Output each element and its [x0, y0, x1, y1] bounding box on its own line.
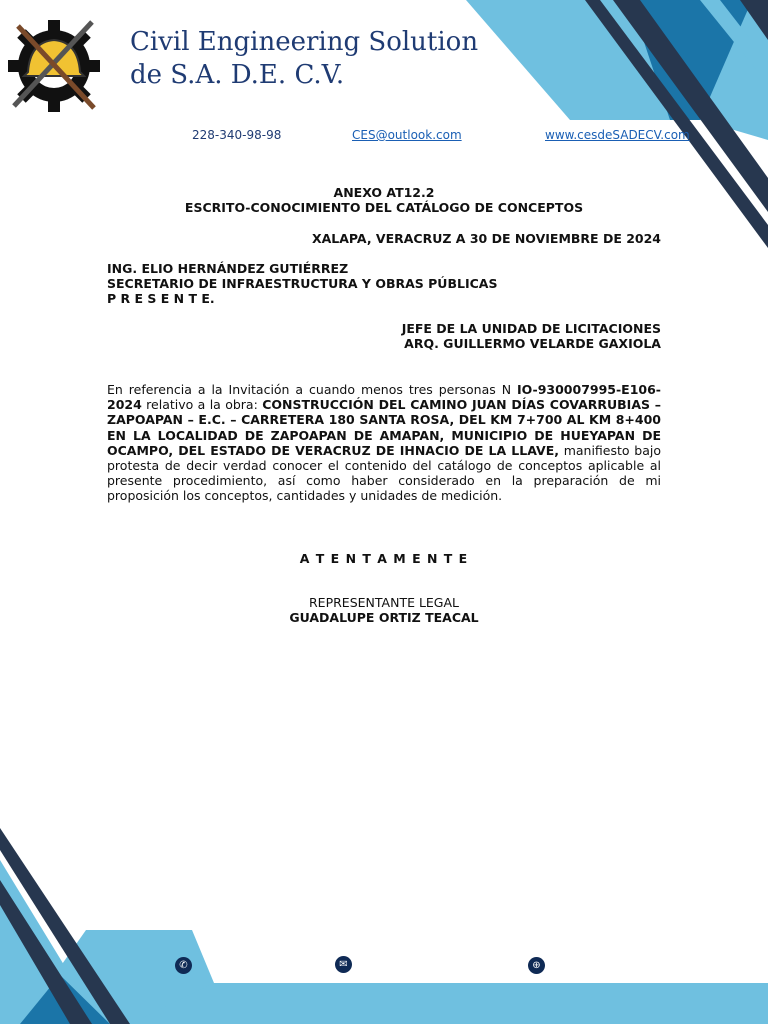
document-title: ESCRITO-CONOCIMIENTO DEL CATÁLOGO DE CONCEPTOS [184, 200, 584, 215]
place-date: XALAPA, VERACRUZ A 30 DE NOVIEMBRE DE 2024 [311, 231, 661, 246]
web-icon: ⊕ [528, 957, 545, 974]
attention-line2: ARQ. GUILLERMO VELARDE GAXIOLA [404, 336, 661, 351]
website-link[interactable]: www.cesdeSADECV.com [545, 128, 690, 142]
body-closing: manifiesto bajo protesta de decir verdad conocer el contenido del catálogo de conceptos aplicable al presente procedimiento, así como haber considerado en la preparación de mi proposición los conceptos, cantidades y unidades de medición. [107, 442, 661, 504]
salutation: A T E N T A M E N T E [299, 551, 469, 566]
signer-name: GUADALUPE ORTIZ TEACAL [289, 610, 479, 625]
presente-label: P R E S E N T E. [107, 291, 215, 306]
body-intro: En referencia a la Invitación a cuando menos tres personas N [107, 382, 518, 397]
invitation-number: IO-930007995-E106-2024 [107, 382, 661, 413]
body-mid: relativo a la obra: [141, 397, 263, 413]
body-paragraph [107, 382, 661, 504]
recipient-name: ING. ELIO HERNÁNDEZ GUTIÉRREZ [107, 261, 349, 276]
company-name-line1: Civil Engineering Solution [130, 27, 479, 57]
annex-title: ANEXO AT12.2 [333, 185, 435, 200]
company-logo [6, 12, 102, 118]
recipient-position: SECRETARIO DE INFRAESTRUCTURA Y OBRAS PÚBLICAS [107, 276, 498, 291]
company-name [130, 26, 478, 92]
company-name-line2: de S.A. D.E. C.V. [130, 60, 345, 90]
signer-role: REPRESENTANTE LEGAL [308, 595, 460, 610]
work-description: CONSTRUCCIÓN DEL CAMINO JUAN DÍAS COVARRUBIAS – ZAPOAPAN – E.C. – CARRETERA 180 SANTA ROSA, DEL KM 7+700 AL KM 8+400 EN LA LOCALIDAD DE ZAPOAPAN DE AMAPAN, MUNICIPIO DE HUEYAPAN DE OCAMPO, DEL ESTADO DE VERACRUZ DE IHNACIO DE LA LLAVE, [107, 397, 662, 458]
phone-number: 228-340-98-98 [192, 128, 282, 142]
email-link[interactable]: CES@outlook.com [352, 128, 462, 142]
email-icon: ✉ [335, 956, 352, 973]
attention-line1: JEFE DE LA UNIDAD DE LICITACIONES [401, 321, 661, 336]
phone-icon: ✆ [175, 957, 192, 974]
